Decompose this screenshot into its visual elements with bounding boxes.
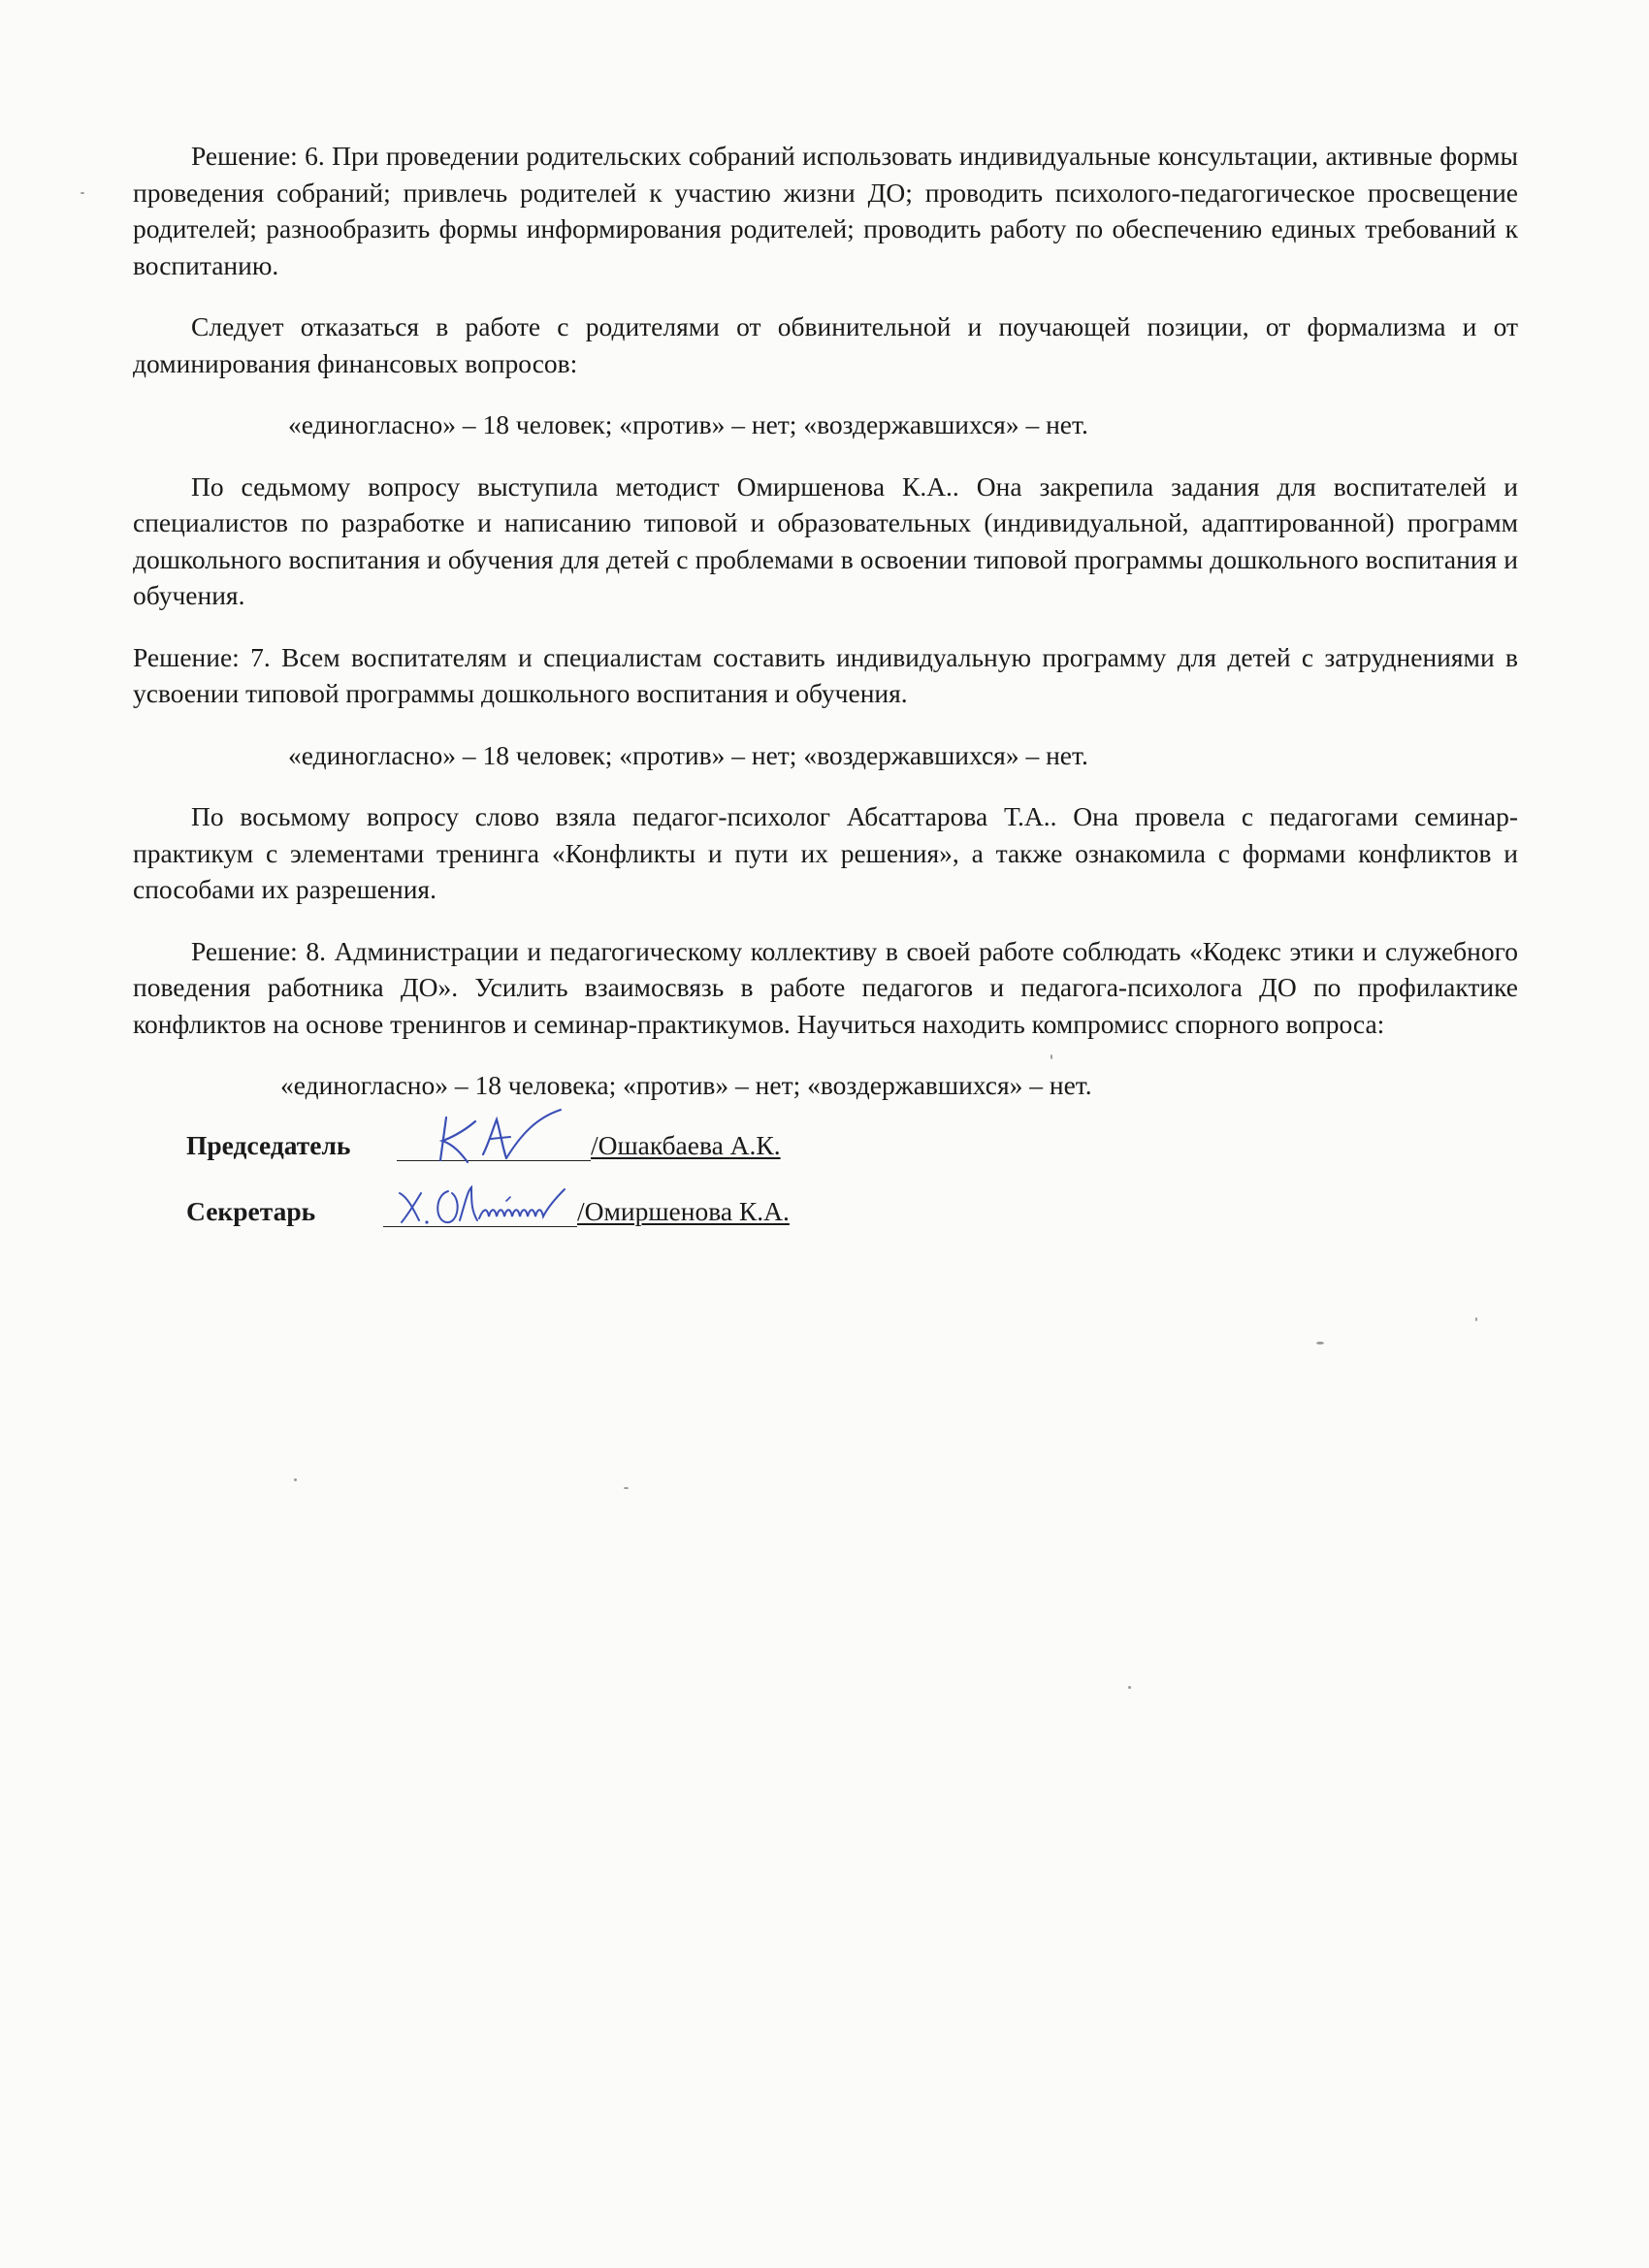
signature-line (397, 1127, 591, 1161)
decision-8-paragraph: Решение: 8. Администрации и педагогическому коллективу в своей работе соблюдать «Кодекс этики и служебного поведения работника ДО». Усилить взаимосвязь в работе педагогов и педагога-психолога ДО по профилактике конфликтов на основе тренингов и семинар-практикумов. Научиться находить компромисс спорного вопроса: (133, 935, 1518, 1039)
document-body (133, 138, 1518, 1240)
scan-speck (1316, 1342, 1324, 1345)
chairman-name: /Ошакбаева А.К. (591, 1129, 781, 1160)
chairman-signature-row (133, 1118, 1518, 1174)
vote-result: «единогласно» – 18 человек; «против» – нет; «воздержавшихся» – нет. (288, 409, 1088, 439)
seventh-question-paragraph: По седьмому вопросу выступила методист Омиршенова К.А.. Она закрепила задания для воспитателей и специалистов по разработке и написанию типовой и образовательных (индивидуальной, адаптированной) программ дошкольного воспитания и обучения для детей с проблемами в освоении типовой программы дошкольного воспитания и обучения. (133, 470, 1518, 610)
decision-6-paragraph: Решение: 6. При проведении родительских собраний использовать индивидуальные консультации, активные формы проведения собраний; привлечь родителей к участию жизни ДО; проводить психолого-педагогическое просвещение родителей; разнообразить формы информирования родителей; проводить работу по обеспечению единых требований к воспитанию. (133, 141, 1518, 280)
scan-speck (1128, 1686, 1131, 1689)
secretary-signature-row (133, 1183, 1518, 1240)
secretary-label: Секретарь (186, 1195, 316, 1226)
secretary-name: /Омиршенова К.А. (577, 1195, 790, 1226)
scan-speck (624, 1487, 629, 1489)
parents-work-paragraph: Следует отказаться в работе с родителями от обвинительной и поучающей позиции, от формализма и от доминирования финансовых вопросов: (133, 311, 1518, 378)
vote-result: «единогласно» – 18 человека; «против» – нет; «воздержавшихся» – нет. (280, 1070, 1092, 1100)
signature-line (383, 1193, 577, 1227)
eighth-question-paragraph: По восьмому вопросу слово взяла педагог-психолог Абсаттарова Т.А.. Она провела с педагогами семинар-практикум с элементами тренинга «Конфликты и пути их решения», а также ознакомила с формами конфликтов и способами их разрешения. (133, 801, 1518, 904)
vote-result: «единогласно» – 18 человек; «против» – нет; «воздержавшихся» – нет. (288, 739, 1088, 770)
scan-speck (294, 1478, 297, 1481)
chairman-label: Председатель (186, 1129, 351, 1160)
scan-speck (81, 192, 84, 194)
decision-7-paragraph: Решение: 7. Всем воспитателям и специалистам составить индивидуальную программу для детей с затруднениями в усвоении типовой программы дошкольного воспитания и обучения. (133, 641, 1518, 708)
scan-speck (1475, 1317, 1477, 1321)
